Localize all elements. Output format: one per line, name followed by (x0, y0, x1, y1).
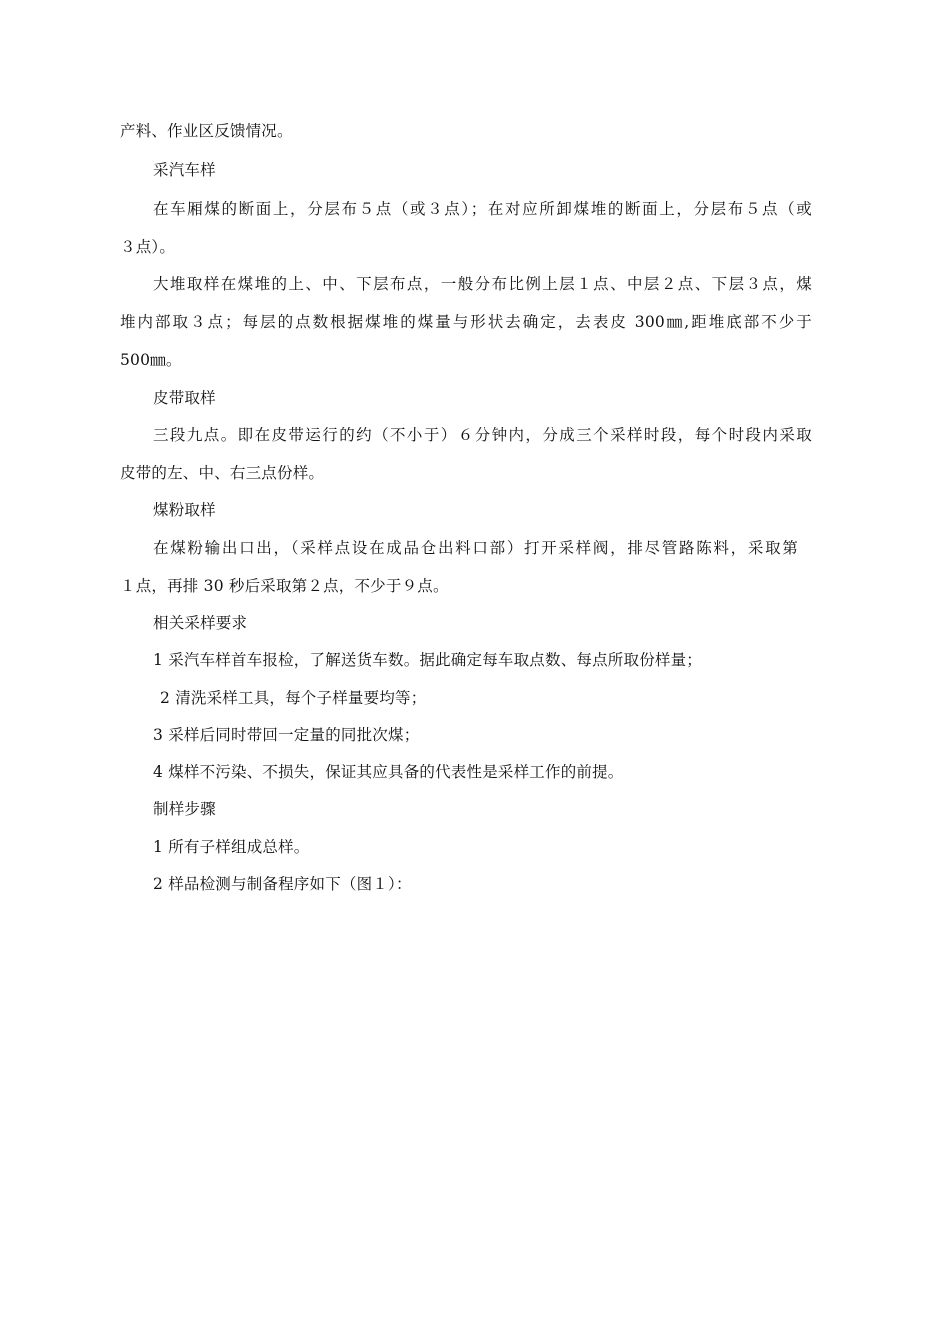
list-item-preparation-2: 2 样品检测与制备程序如下（图１）： (153, 875, 412, 893)
text-line-truck-1: 在车厢煤的断面上，分层布５点（或３点）；在对应所卸煤堆的断面上，分层布５点（或 (153, 200, 812, 218)
list-item-requirement-3: 3 采样后同时带回一定量的同批次煤； (153, 726, 420, 744)
text-line-pile-3: 500㎜。 (120, 351, 182, 369)
heading-powder-sampling: 煤粉取样 (153, 501, 216, 519)
list-item-requirement-2: 2 清洗采样工具，每个子样量要均等； (160, 689, 427, 707)
text-line-belt-1: 三段九点。即在皮带运行的约（不小于）６分钟内，分成三个采样时段，每个时段内采取 (153, 426, 812, 444)
text-line-powder-2: １点，再排 30 秒后采取第２点，不少于９点。 (120, 577, 449, 595)
list-item-requirement-4: 4 煤样不污染、不损失，保证其应具备的代表性是采样工作的前提。 (153, 763, 624, 781)
heading-belt-sampling: 皮带取样 (153, 389, 216, 407)
text-line-powder-1: 在煤粉输出口出，（采样点设在成品仓出料口部）打开采样阀，排尽管路陈料，采取第 (153, 539, 798, 557)
list-item-requirement-1: 1 采汽车样首车报检，了解送货车数。据此确定每车取点数、每点所取份样量； (153, 651, 702, 669)
text-line-pile-1: 大堆取样在煤堆的上、中、下层布点，一般分布比例上层１点、中层２点、下层３点，煤 (153, 275, 812, 293)
heading-sampling-requirements: 相关采样要求 (153, 614, 248, 632)
text-line-truck-2: ３点）。 (120, 238, 176, 256)
text-line-continuation: 产料、作业区反馈情况。 (120, 122, 293, 140)
list-item-preparation-1: 1 所有子样组成总样。 (153, 838, 310, 856)
heading-sample-preparation: 制样步骤 (153, 800, 216, 818)
heading-truck-sampling: 采汽车样 (153, 161, 216, 179)
text-line-pile-2: 堆内部取３点；每层的点数根据煤堆的煤量与形状去确定，去表皮 300㎜,距堆底部不少于 (120, 313, 812, 331)
text-line-belt-2: 皮带的左、中、右三点份样。 (120, 464, 325, 482)
